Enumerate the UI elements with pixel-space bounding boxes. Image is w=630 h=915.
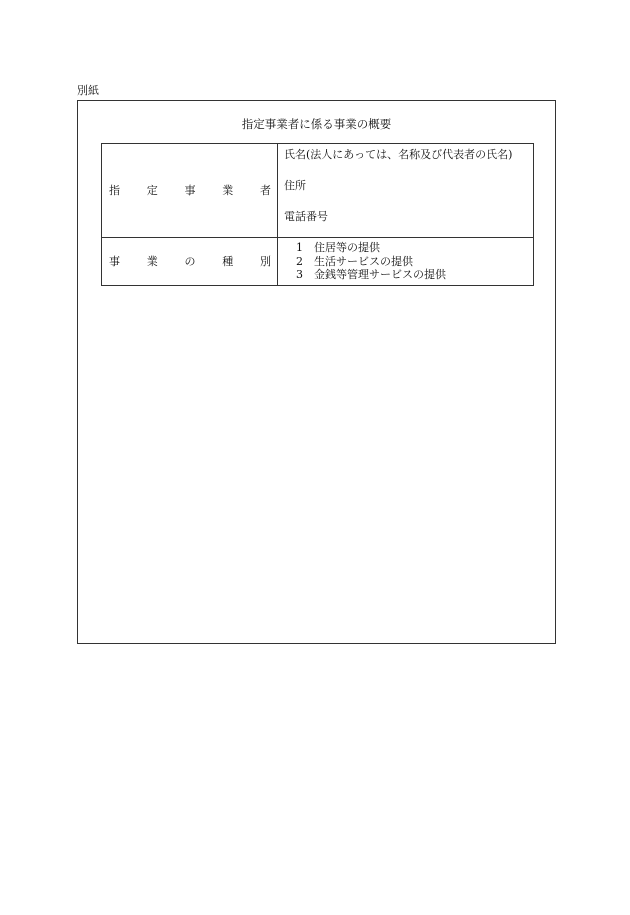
operator-info-cell [278,144,534,238]
operator-phone-field: 電話番号 [284,210,328,223]
business-type-item [296,268,527,282]
business-type-item [296,255,527,269]
attachment-label: 別紙 [77,84,99,97]
table-row-operator [102,144,534,238]
item-text: 金銭等管理サービスの提供 [314,268,446,282]
item-text: 生活サービスの提供 [314,254,413,268]
item-number: 3 [296,268,303,282]
business-type-list-cell [278,238,534,286]
header-char: 業 [222,183,234,197]
header-char: 業 [146,254,158,268]
business-type-header-cell [102,238,278,286]
document-title: 指定事業者に係る事業の概要 [241,117,392,131]
item-number: 1 [296,241,303,255]
overview-table [101,143,534,286]
document-frame [77,100,556,644]
header-char: 事 [109,254,120,268]
item-text: 住居等の提供 [314,241,380,255]
operator-header-cell [102,144,278,238]
operator-name-field: 氏名(法人にあっては、名称及び代表者の氏名) [284,148,513,161]
header-char: 定 [146,183,158,197]
header-char: 別 [260,254,271,268]
item-number: 2 [296,254,303,268]
business-type-item [296,241,527,255]
header-char: 者 [260,183,271,197]
operator-header-label [102,184,277,198]
header-char: の [184,254,196,268]
operator-address-field: 住所 [284,179,306,192]
table-row-business-type [102,238,534,286]
business-type-header-label [102,255,277,269]
header-char: 事 [184,183,196,197]
header-char: 指 [109,183,120,197]
header-char: 種 [222,254,234,268]
